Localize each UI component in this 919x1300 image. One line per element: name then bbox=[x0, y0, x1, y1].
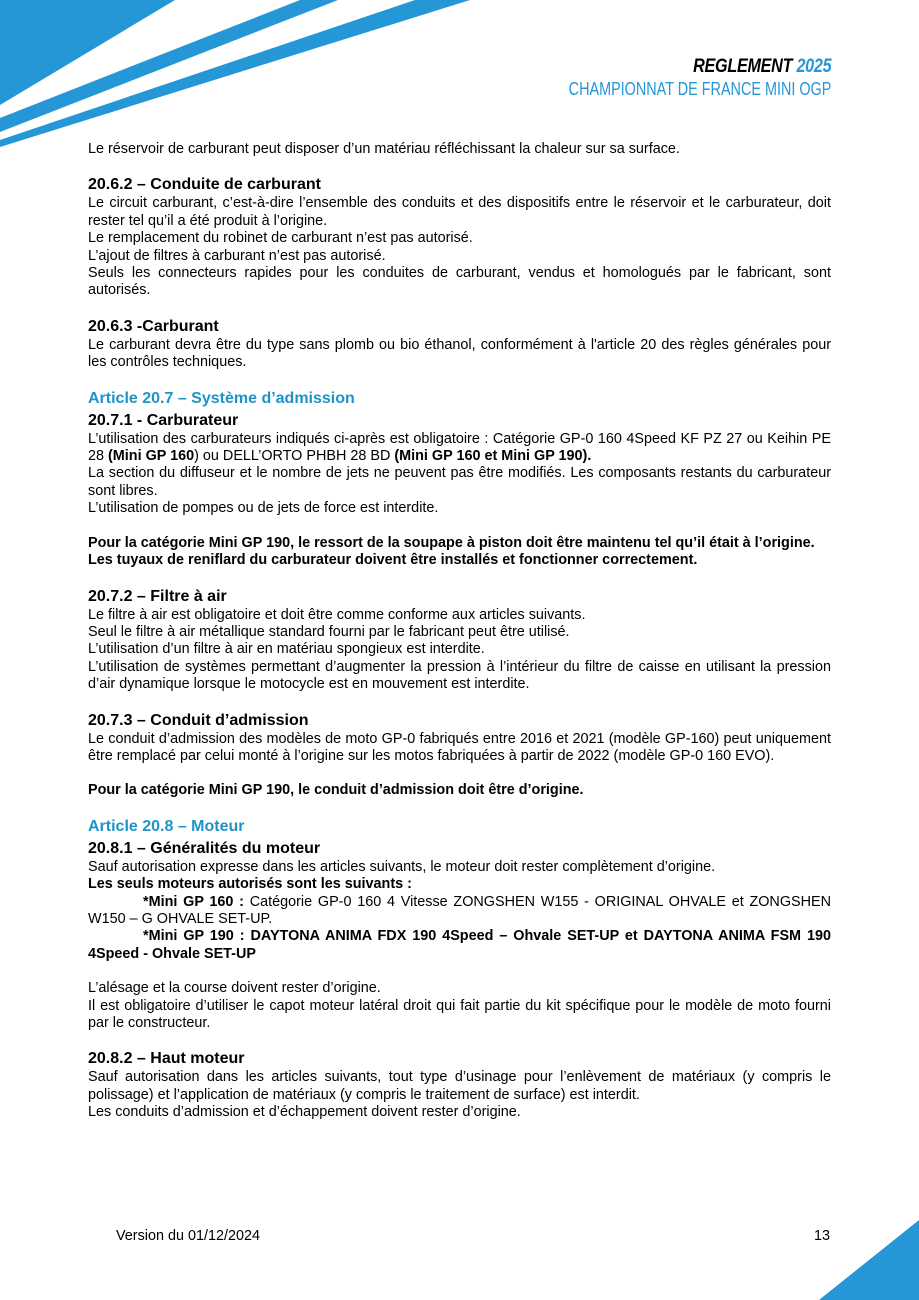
paragraph: Le conduit d’admission des modèles de moto GP-0 fabriqués entre 2016 et 2021 (modèle GP-160) peut uniquement être remplacé par celui monté à l’origine sur les motos fabriquées à partir de 2022 (modèle GP-0 160 EVO). bbox=[88, 730, 831, 764]
text-run-bold: (Mini GP 160 bbox=[108, 448, 195, 465]
section-heading: 20.6.3 -Carburant bbox=[88, 317, 219, 335]
paragraph-bold: Les seuls moteurs autorisés sont les suivants : bbox=[88, 876, 412, 893]
paragraph: Seuls les connecteurs rapides pour les conduites de carburant, vendus et homologués par le fabricant, sont autorisés. bbox=[88, 265, 831, 299]
paragraph: L’utilisation de systèmes permettant d’augmenter la pression à l’intérieur du filtre de caisse en utilisant la pression d’air dynamique lorsque le motocycle est en mouvement est interdite. bbox=[88, 658, 831, 693]
paragraph: L’alésage et la course doivent rester d’origine. bbox=[88, 980, 381, 997]
section-heading: 20.7.3 – Conduit d’admission bbox=[88, 711, 309, 729]
page-number: 13 bbox=[814, 1228, 831, 1244]
paragraph-bold: Les tuyaux de reniflard du carburateur doivent être installés et fonctionner correctement. bbox=[88, 552, 698, 569]
paragraph: Le réservoir de carburant peut disposer d’un matériau réfléchissant la chaleur sur sa surface. bbox=[88, 141, 680, 157]
paragraph: L’utilisation d’un filtre à air en matériau spongieux est interdite. bbox=[88, 641, 485, 658]
footer-version: Version du 01/12/2024 bbox=[116, 1228, 261, 1244]
paragraph bbox=[88, 431, 831, 466]
paragraph: Le circuit carburant, c’est-à-dire l’ensemble des conduits et des dispositifs entre le réservoir et le carburateur, doit rester tel qu’il a été produit à l’origine. bbox=[88, 195, 831, 229]
document-header bbox=[503, 56, 831, 100]
paragraph: L’ajout de filtres à carburant n’est pas autorisé. bbox=[88, 247, 386, 264]
paragraph: La section du diffuseur et le nombre de jets ne peuvent pas être modifiés. Les composants restants du carburateur sont libres. bbox=[88, 465, 831, 499]
section-heading: 20.7.2 – Filtre à air bbox=[88, 587, 227, 605]
section-heading: 20.6.2 – Conduite de carburant bbox=[88, 176, 321, 194]
header-year: 2025 bbox=[796, 56, 831, 77]
paragraph: Le remplacement du robinet de carburant n’est pas autorisé. bbox=[88, 230, 473, 247]
header-title: REGLEMENT bbox=[692, 56, 792, 77]
list-item: *Mini GP 190 : DAYTONA ANIMA FDX 190 4Speed – Ohvale SET-UP et DAYTONA ANIMA FSM 190 4Speed - Ohvale SET-UP bbox=[88, 928, 831, 962]
paragraph: Seul le filtre à air métallique standard fourni par le fabricant peut être utilisé. bbox=[88, 623, 570, 640]
footer-decoration bbox=[819, 1220, 919, 1300]
header-decoration bbox=[0, 0, 480, 150]
text-run: ) ou DELL’ORTO PHBH 28 BD bbox=[194, 448, 395, 465]
paragraph: Le carburant devra être du type sans plomb ou bio éthanol, conformément à l'article 20 des règles générales pour les contrôles techniques. bbox=[88, 336, 831, 371]
paragraph: L’utilisation de pompes ou de jets de force est interdite. bbox=[88, 500, 439, 517]
article-heading: Article 20.8 – Moteur bbox=[88, 817, 245, 835]
paragraph: Sauf autorisation expresse dans les articles suivants, le moteur doit rester complètement d’origine. bbox=[88, 858, 716, 875]
article-heading: Article 20.7 – Système d’admission bbox=[88, 389, 355, 407]
text-run: Catégorie GP-0 160 4 Vitesse ZONGSHEN W155 - ORIGINAL OHVALE et ZONGSHEN W150 – G OHVALE SET-UP. bbox=[88, 893, 831, 927]
section-heading: 20.8.2 – Haut moteur bbox=[88, 1050, 245, 1068]
header-subtitle: CHAMPIONNAT DE FRANCE MINI OGP bbox=[568, 79, 831, 99]
paragraph: Il est obligatoire d’utiliser le capot moteur latéral droit qui fait partie du kit spécifique pour le modèle de moto fourni par le constructeur. bbox=[88, 997, 831, 1031]
document-body bbox=[88, 141, 831, 1122]
list-item bbox=[88, 894, 831, 929]
paragraph-bold: Pour la catégorie Mini GP 190, le conduit d’admission doit être d’origine. bbox=[88, 782, 584, 799]
text-run: L’utilisation des carburateurs indiqués ci-après est obligatoire : Catégorie GP-0 160 4Speed KF PZ 27 ou Keihin PE 28 bbox=[88, 430, 831, 465]
paragraph: Le filtre à air est obligatoire et doit être comme conforme aux articles suivants. bbox=[88, 606, 586, 623]
paragraph: Sauf autorisation dans les articles suivants, tout type d’usinage pour l’enlèvement de matériaux (y compris le polissage) et l’application de matériaux (y compris le traitement de surface) est interdit. bbox=[88, 1069, 831, 1103]
paragraph: Les conduits d’admission et d’échappement doivent rester d’origine. bbox=[88, 1104, 521, 1121]
text-run-bold: (Mini GP 160 et Mini GP 190). bbox=[394, 448, 592, 465]
header-title-line bbox=[552, 56, 831, 78]
paragraph-bold: Pour la catégorie Mini GP 190, le ressort de la soupape à piston doit être maintenu tel qu’il était à l’origine. bbox=[88, 534, 815, 551]
text-run-bold: *Mini GP 160 : bbox=[143, 893, 244, 910]
section-heading: 20.7.1 - Carburateur bbox=[88, 411, 239, 429]
section-heading: 20.8.1 – Généralités du moteur bbox=[88, 839, 321, 857]
